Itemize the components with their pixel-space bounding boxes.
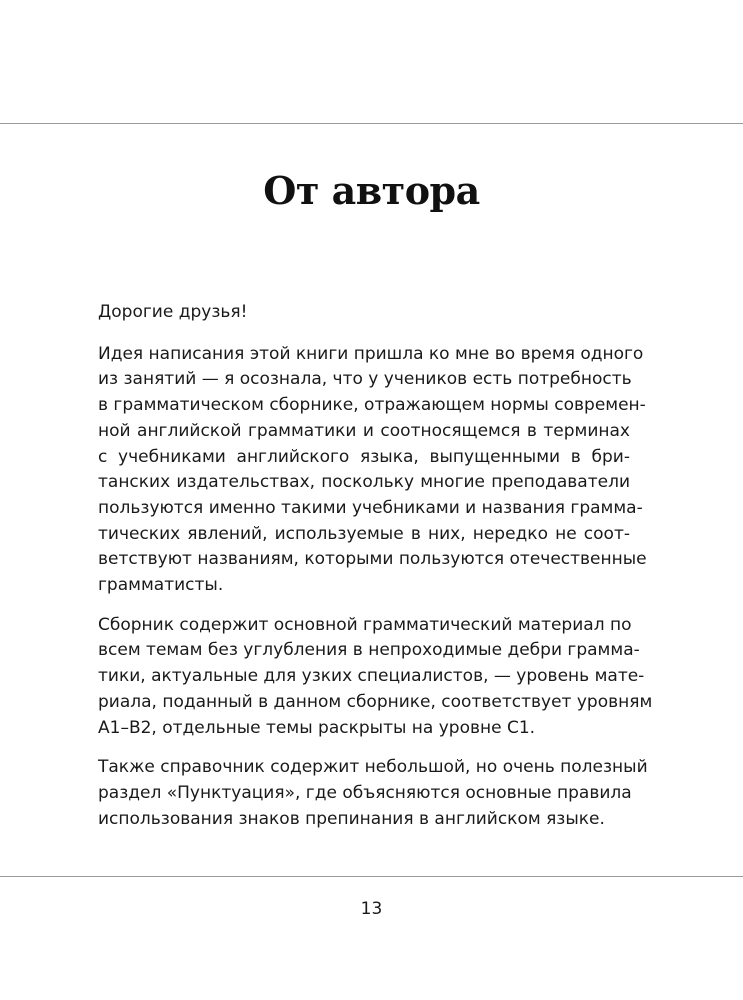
bottom-divider bbox=[0, 876, 743, 877]
text-line: тики, актуальные для узких специалистов, — уровень мате- bbox=[98, 666, 645, 687]
greeting: Дорогие друзья! bbox=[98, 302, 248, 322]
text-line: Сборник содержит основной грамматический материал по bbox=[98, 614, 632, 635]
text-line: риала, поданный в данном сборнике, соответствует уровням bbox=[98, 691, 653, 712]
text-line: грамматисты. bbox=[98, 575, 224, 596]
text-line: всем темам без углубления в непроходимые дебри грамма- bbox=[98, 640, 640, 661]
text-line: в грамматическом сборнике, отражающем нормы современ- bbox=[98, 395, 646, 416]
text-line: пользуются именно такими учебниками и названия граммa- bbox=[98, 497, 643, 518]
text-line: Также справочник содержит небольшой, но очень полезный bbox=[98, 757, 648, 778]
paragraph-punctuation bbox=[98, 755, 648, 832]
text-line: из занятий — я осознала, что у учеников есть потребность bbox=[98, 369, 632, 390]
text-line: использования знаков препинания в английском языке. bbox=[98, 808, 605, 829]
text-line: ветствуют названиям, которыми пользуются отечественные bbox=[98, 549, 647, 570]
top-divider bbox=[0, 123, 743, 124]
text-line: Идея написания этой книги пришла ко мне во время одного bbox=[98, 343, 644, 364]
paragraph-contents bbox=[98, 613, 653, 742]
text-line: тических явлений, используемые в них, нередко не соот- bbox=[98, 523, 630, 544]
text-line: A1–B2, отдельные темы раскрыты на уровне C1. bbox=[98, 717, 536, 738]
page-title: От автора bbox=[263, 168, 480, 213]
text-line: ной английской грамматики и соотносящемся в терминах bbox=[98, 420, 630, 441]
text-line: раздел «Пунктуация», где объясняются основные правила bbox=[98, 782, 632, 803]
text-line: с учебниками английского языка, выпущенными в бри- bbox=[98, 446, 630, 467]
text-line: танских издательствах, поскольку многие преподаватели bbox=[98, 472, 630, 493]
author-foreword-text bbox=[98, 300, 653, 846]
page-number: 13 bbox=[360, 899, 383, 919]
paragraph-idea bbox=[98, 342, 647, 599]
